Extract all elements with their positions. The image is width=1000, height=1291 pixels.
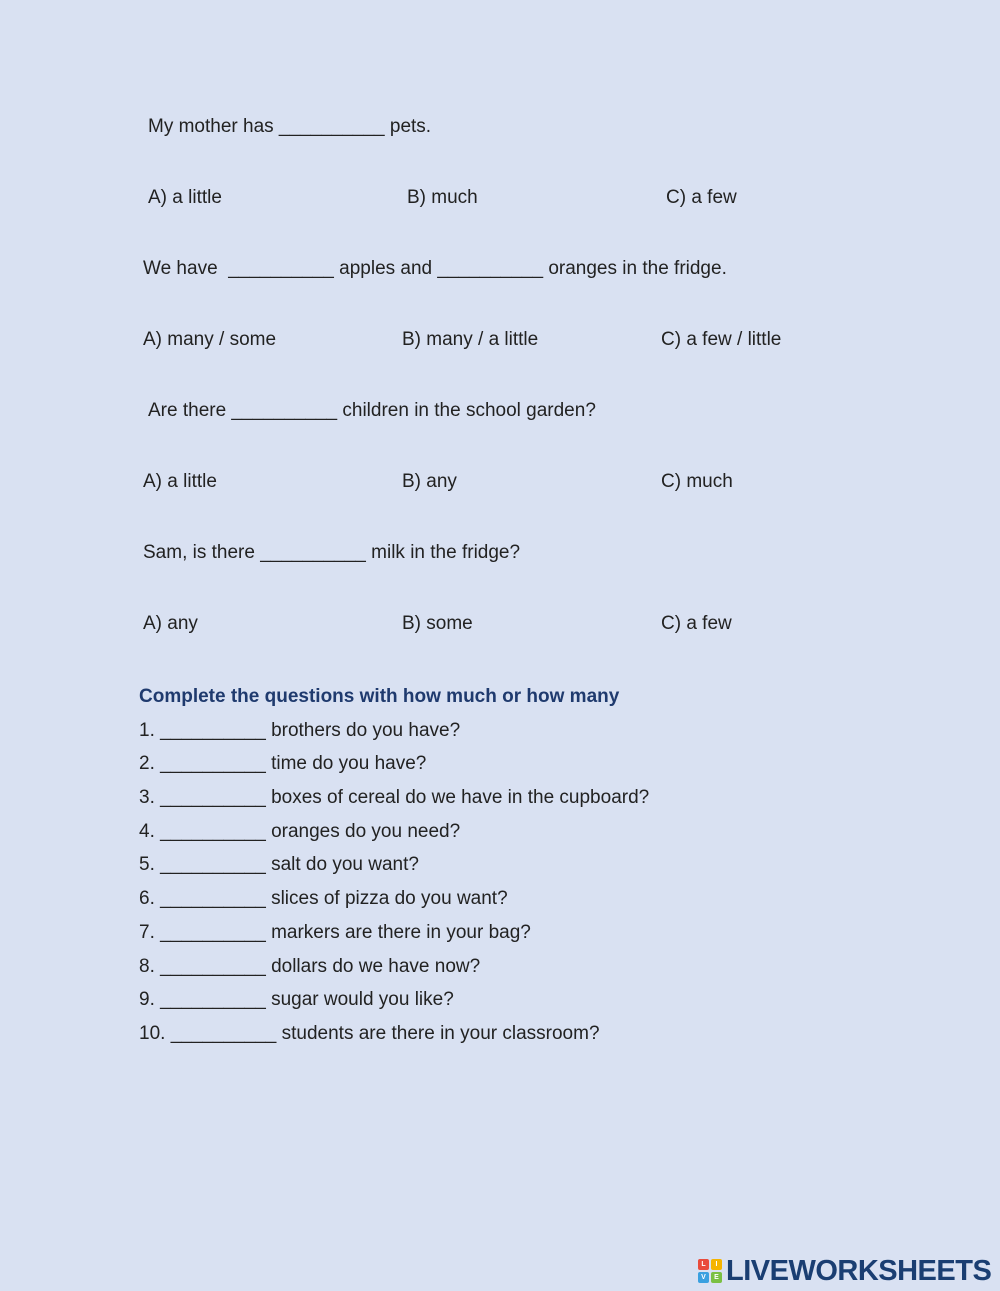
logo-block-e: E [711, 1272, 722, 1283]
logo-blocks-icon [698, 1259, 722, 1283]
question-1-text: My mother has __________ pets. [148, 116, 432, 137]
question-2-text: We have __________ apples and __________ oranges in the fridge. [143, 258, 727, 279]
logo-block-l: L [698, 1259, 709, 1270]
liveworksheets-logo [698, 1256, 991, 1286]
section-2-heading: Complete the questions with how much or how many [139, 686, 620, 707]
fill-item-10[interactable]: 10. __________ students are there in your classroom? [139, 1023, 600, 1044]
question-3-text: Are there __________ children in the school garden? [148, 400, 596, 421]
fill-item-7[interactable]: 7. __________ markers are there in your bag? [139, 922, 531, 943]
question-2-option-a[interactable]: A) many / some [143, 329, 277, 350]
logo-block-i: I [711, 1259, 722, 1270]
question-4-option-c[interactable]: C) a few [661, 613, 732, 634]
question-3-option-b[interactable]: B) any [402, 471, 457, 492]
fill-item-2[interactable]: 2. __________ time do you have? [139, 753, 427, 774]
question-3-option-c[interactable]: C) much [661, 471, 733, 492]
fill-item-8[interactable]: 8. __________ dollars do we have now? [139, 956, 481, 977]
fill-item-3[interactable]: 3. __________ boxes of cereal do we have in the cupboard? [139, 787, 650, 808]
question-3-option-a[interactable]: A) a little [143, 471, 217, 492]
logo-block-v: V [698, 1272, 709, 1283]
question-4-option-a[interactable]: A) any [143, 613, 198, 634]
logo-text: LIVEWORKSHEETS [726, 1254, 992, 1287]
fill-item-4[interactable]: 4. __________ oranges do you need? [139, 821, 461, 842]
fill-item-6[interactable]: 6. __________ slices of pizza do you want? [139, 888, 508, 909]
question-1-option-c[interactable]: C) a few [666, 187, 737, 208]
question-2-option-b[interactable]: B) many / a little [402, 329, 539, 350]
question-2-option-c[interactable]: C) a few / little [661, 329, 782, 350]
fill-item-5[interactable]: 5. __________ salt do you want? [139, 854, 419, 875]
fill-item-9[interactable]: 9. __________ sugar would you like? [139, 989, 454, 1010]
question-1-option-b[interactable]: B) much [407, 187, 478, 208]
fill-item-1[interactable]: 1. __________ brothers do you have? [139, 720, 461, 741]
question-1-option-a[interactable]: A) a little [148, 187, 222, 208]
question-4-text: Sam, is there __________ milk in the fridge? [143, 542, 521, 563]
question-4-option-b[interactable]: B) some [402, 613, 473, 634]
